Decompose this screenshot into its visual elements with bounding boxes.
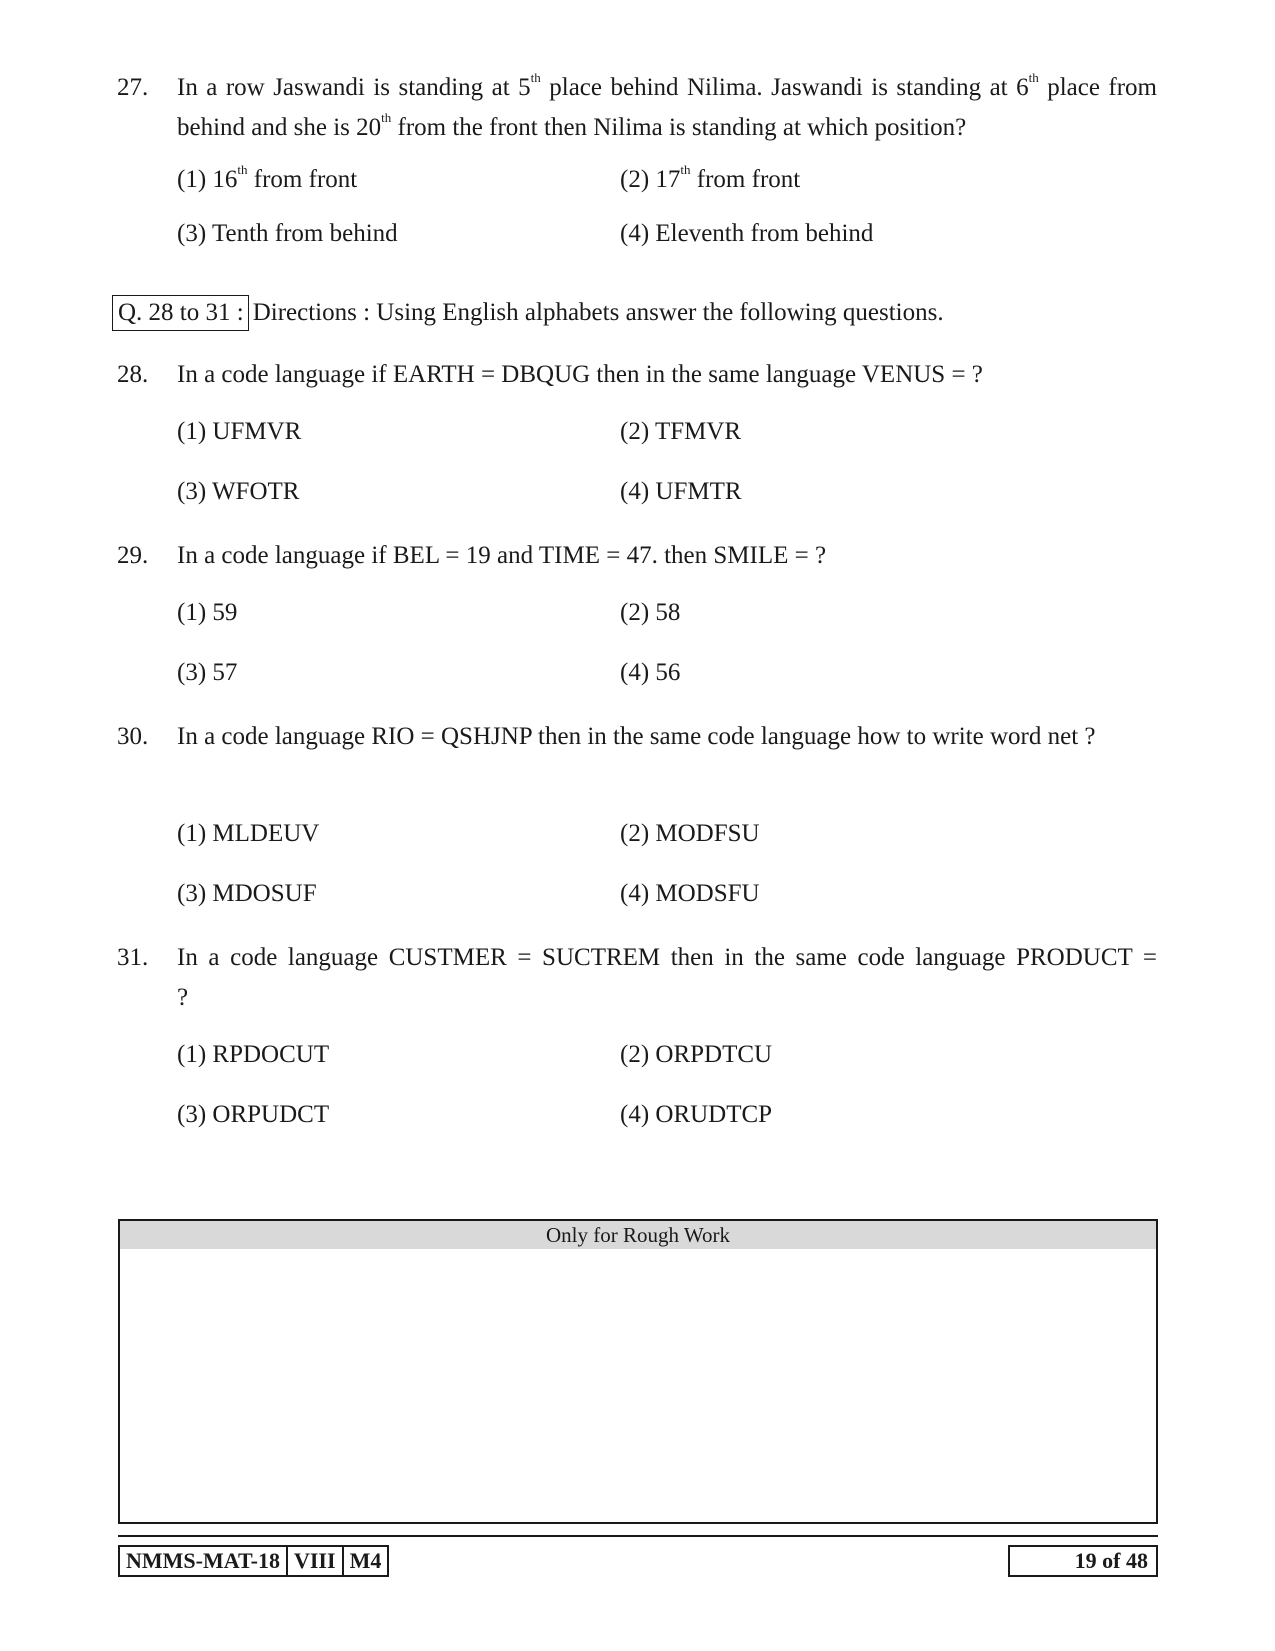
directions [112, 295, 944, 331]
question-number: 30. [117, 723, 149, 750]
option-30-3[interactable]: (3) MDOSUF [177, 880, 317, 907]
question-stem: In a code language if EARTH = DBQUG then in the same language VENUS = ? [177, 361, 983, 388]
option-29-4[interactable]: (4) 56 [620, 659, 681, 686]
option-31-1[interactable]: (1) RPDOCUT [177, 1041, 330, 1068]
option-28-4[interactable]: (4) UFMTR [620, 478, 742, 505]
directions-range-box: Q. 28 to 31 : [112, 295, 249, 331]
medium-label: M4 [349, 1548, 382, 1573]
option-29-3[interactable]: (3) 57 [177, 659, 238, 686]
option-27-2[interactable]: (2) 17th from front [620, 161, 801, 193]
question-29 [117, 536, 1157, 576]
question-31 [117, 938, 1157, 1018]
rough-work-header: Only for Rough Work [120, 1221, 1156, 1249]
question-stem: In a code language if BEL = 19 and TIME = 47. then SMILE = ? [177, 542, 827, 569]
option-30-2[interactable]: (2) MODFSU [620, 820, 760, 847]
option-31-2[interactable]: (2) ORPDTCU [620, 1041, 773, 1068]
directions-text: Directions : Using English alphabets answer the following questions. [252, 299, 944, 326]
question-number: 28. [117, 361, 149, 388]
option-30-4[interactable]: (4) MODSFU [620, 880, 760, 907]
option-31-3[interactable]: (3) ORPUDCT [177, 1101, 330, 1128]
option-27-4[interactable]: (4) Eleventh from behind [620, 220, 874, 247]
option-30-1[interactable]: (1) MLDEUV [177, 820, 320, 847]
option-31-4[interactable]: (4) ORUDTCP [620, 1101, 773, 1128]
question-number: 29. [117, 542, 149, 569]
question-30 [117, 717, 1157, 757]
question-28 [117, 355, 1157, 395]
question-number: 31. [117, 944, 149, 971]
question-27 [117, 68, 1157, 148]
class-label: VIII [288, 1547, 344, 1575]
paper-code: NMMS-MAT-18 [120, 1547, 288, 1575]
option-29-2[interactable]: (2) 58 [620, 599, 681, 626]
option-27-3[interactable]: (3) Tenth from behind [177, 220, 398, 247]
footer-divider [118, 1535, 1158, 1537]
question-number: 27. [117, 74, 149, 101]
question-stem: In a row Jaswandi is standing at 5th place behind Nilima. Jaswandi is standing at 6th place from behind and she is 20th from the front then Nilima is standing at which position? [177, 69, 1157, 141]
footer-paper-code [118, 1545, 389, 1577]
option-28-2[interactable]: (2) TFMVR [620, 418, 742, 445]
rough-work-box [118, 1219, 1158, 1524]
option-27-1[interactable]: (1) 16th from front [177, 161, 358, 193]
question-stem: In a code language RIO = QSHJNP then in the same code language how to write word net ? [177, 723, 1096, 750]
question-stem: In a code language CUSTMER = SUCTREM then in the same code language PRODUCT = ? [177, 944, 1157, 1011]
option-28-1[interactable]: (1) UFMVR [177, 418, 302, 445]
page-number: 19 of 48 [1008, 1545, 1158, 1577]
option-28-3[interactable]: (3) WFOTR [177, 478, 300, 505]
option-29-1[interactable]: (1) 59 [177, 599, 238, 626]
